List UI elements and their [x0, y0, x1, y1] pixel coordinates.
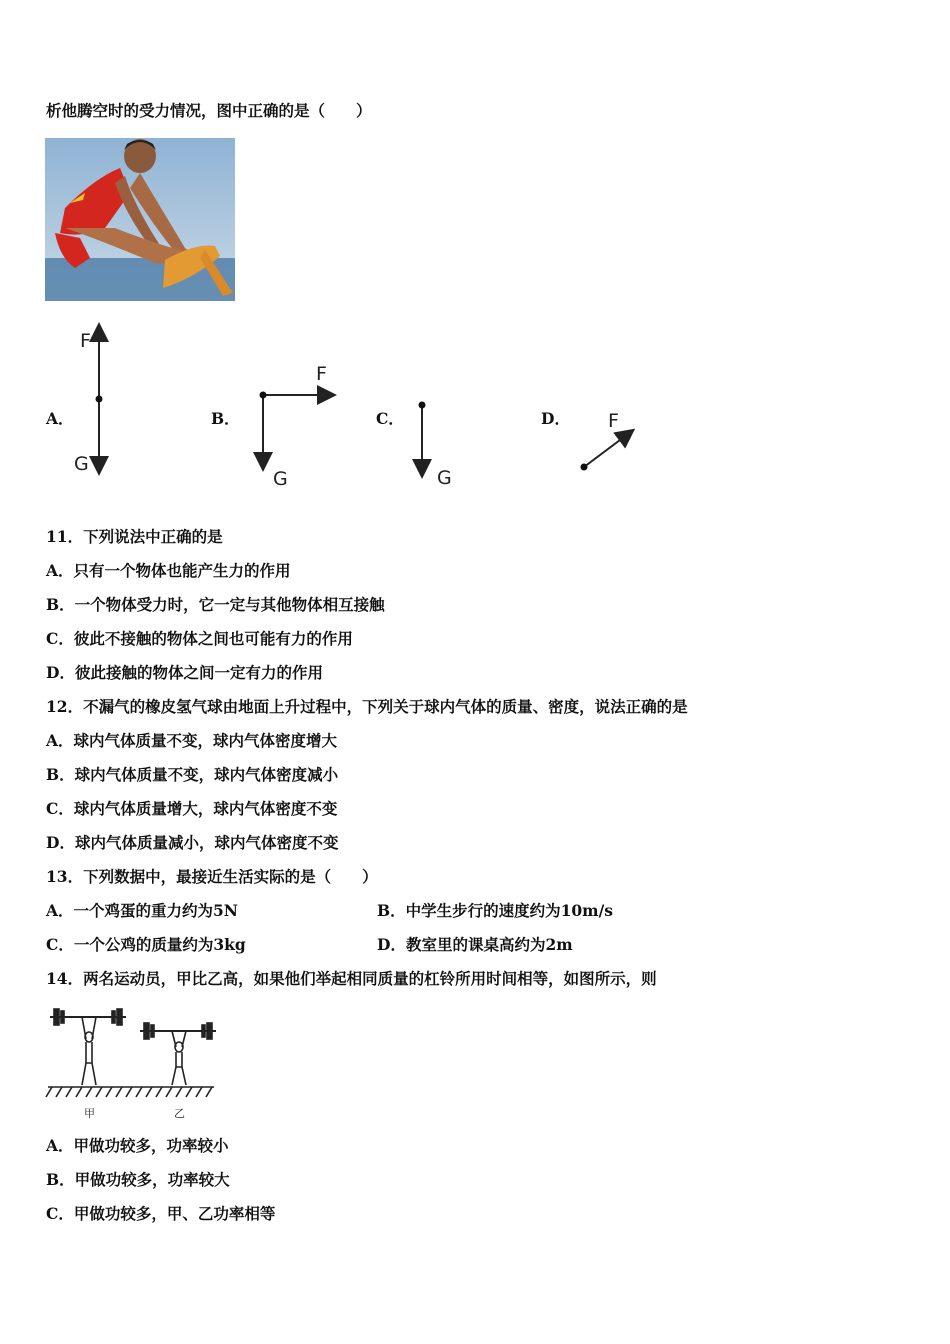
q14-option-b: B．甲做功较多，功率较大 [46, 1170, 230, 1189]
option-b-label: B． [211, 409, 240, 428]
long-jump-athlete-photo [45, 138, 235, 301]
option-a-label: A． [46, 409, 74, 428]
q12-option-d: D．球内气体质量减小，球内气体密度不变 [46, 833, 339, 852]
force-label-f: F [316, 363, 327, 385]
label-yi: 乙 [174, 1107, 185, 1120]
diagram-a [74, 326, 103, 475]
q14-option-c: C．甲做功较多，甲、乙功率相等 [46, 1204, 276, 1223]
weightlifters-figure [44, 1005, 224, 1123]
q12-stem: 12．不漏气的橡皮氢气球由地面上升过程中，下列关于球内气体的质量、密度，说法正确的是 [46, 697, 688, 716]
q14-option-a: A．甲做功较多，功率较小 [46, 1136, 229, 1155]
option-c-label: C． [376, 409, 404, 428]
q13-stem: 13．下列数据中，最接近生活实际的是（ ） [46, 867, 378, 886]
force-label-g: G [273, 468, 288, 490]
q12-option-a: A．球内气体质量不变，球内气体密度增大 [46, 731, 338, 750]
q11-option-c: C．彼此不接触的物体之间也可能有力的作用 [46, 629, 353, 648]
force-label-f: F [80, 330, 91, 352]
diagram-c [419, 402, 452, 490]
diagram-d [581, 410, 633, 471]
force-label-g: G [437, 467, 452, 489]
q12-option-b: B．球内气体质量不变，球内气体密度减小 [46, 765, 339, 784]
diagram-b [260, 363, 334, 490]
option-d-label: D． [541, 409, 570, 428]
q13-option-d: D．教室里的课桌高约为2m [377, 935, 573, 954]
q11-option-b: B．一个物体受力时，它一定与其他物体相互接触 [46, 595, 385, 614]
force-label-f: F [608, 410, 619, 432]
q13-option-c: C．一个公鸡的质量约为3kg [46, 935, 246, 954]
q14-stem: 14．两名运动员，甲比乙高，如果他们举起相同质量的杠铃所用时间相等，如图所示，则 [46, 969, 657, 988]
label-jia: 甲 [84, 1107, 95, 1120]
q11-option-d: D．彼此接触的物体之间一定有力的作用 [46, 663, 323, 682]
q12-option-c: C．球内气体质量增大，球内气体密度不变 [46, 799, 338, 818]
force-diagrams [0, 310, 700, 500]
q13-option-a: A．一个鸡蛋的重力约为5N [46, 901, 238, 920]
question-intro: 析他腾空时的受力情况，图中正确的是（ ） [46, 101, 372, 120]
q11-stem: 11．下列说法中正确的是 [46, 527, 223, 546]
q11-option-a: A．只有一个物体也能产生力的作用 [46, 561, 291, 580]
q13-option-b: B．中学生步行的速度约为10m/s [377, 901, 613, 920]
force-label-g: G [74, 453, 89, 475]
